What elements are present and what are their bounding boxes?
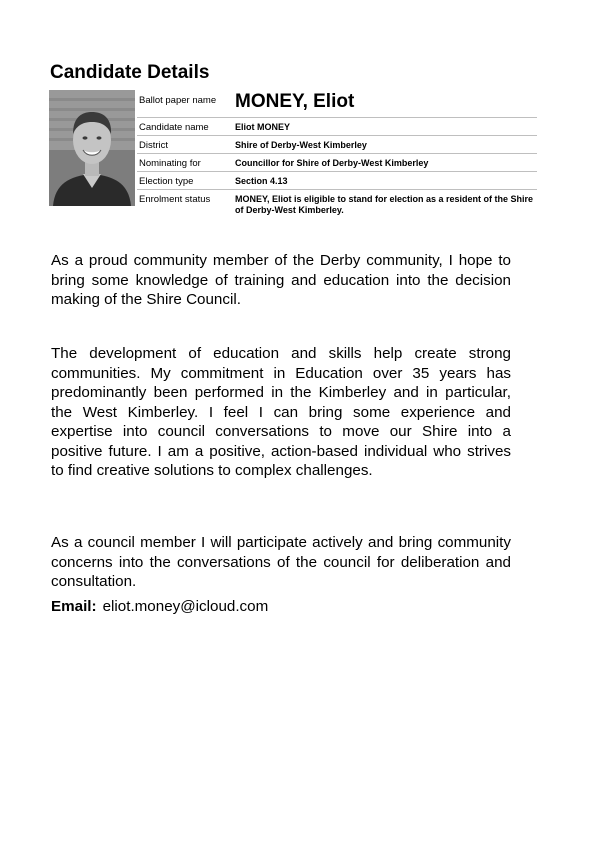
election-type-row [137, 172, 537, 190]
candidate-name-row [137, 118, 537, 136]
nominating-for-label: Nominating for [139, 158, 201, 169]
nominating-for-value: Councillor for Shire of Derby-West Kimberley [235, 158, 429, 168]
ballot-paper-name-row [137, 90, 537, 118]
district-label: District [139, 140, 169, 151]
candidate-name-value: Eliot MONEY [235, 122, 291, 132]
enrolment-status-row [137, 190, 537, 218]
statement-paragraph-2: The development of education and skills help create strong communities. My commitment in Education over 35 years has predominantly been performed in the Kimberley and in particular, the West Kimberley. I feel I can bring some experience and expertise into council conversations to move our Shire into a positive future. I am a positive, action-based individual who strives to find creative solutions to complex challenges. [51, 345, 511, 479]
election-type-label: Election type [139, 176, 194, 187]
statement-paragraph-3: As a council member I will participate actively and bring community concerns into the conversations of the council for deliberation and consultation. [51, 534, 511, 590]
election-type-value: Section 4.13 [235, 176, 288, 186]
email-label: Email: [51, 598, 97, 615]
email-address: eliot.money@icloud.com [102, 598, 269, 615]
page-title: Candidate Details [50, 62, 210, 83]
statement-paragraph-1: As a proud community member of the Derby community, I hope to bring some knowledge of training and education into the decision making of the Shire Council. [51, 252, 511, 308]
candidate-details-table [137, 90, 537, 218]
candidate-photo [49, 90, 135, 206]
enrolment-status-label: Enrolment status [139, 194, 211, 205]
email-line [51, 597, 268, 617]
ballot-paper-name-value: MONEY, Eliot [235, 91, 355, 112]
candidate-name-label: Candidate name [139, 122, 209, 133]
ballot-paper-name-label: Ballot paper name [139, 95, 217, 106]
district-row [137, 136, 537, 154]
enrolment-status-value: MONEY, Eliot is eligible to stand for election as a resident of the Shire of Derby-West Kimberley. [235, 194, 534, 215]
district-value: Shire of Derby-West Kimberley [235, 140, 367, 150]
nominating-for-row [137, 154, 537, 172]
